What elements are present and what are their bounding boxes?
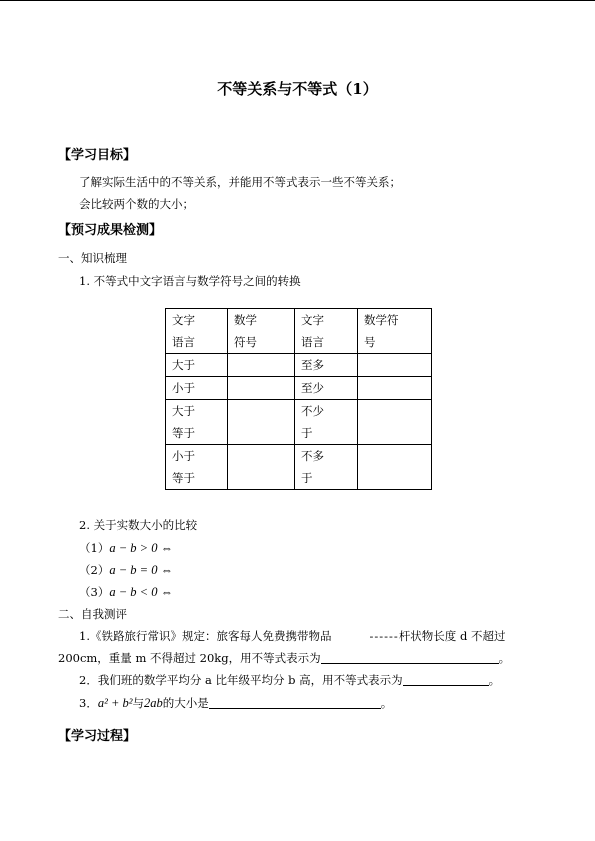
cell-text: 大于 等于 <box>172 404 195 440</box>
table-row <box>166 377 432 400</box>
table-cell-blank[interactable] <box>228 354 295 377</box>
q3-expression-1: a² + b² <box>97 696 133 710</box>
item1-text: 1. 不等式中文字语言与数学符号之间的转换 <box>79 274 301 288</box>
table-cell-blank[interactable] <box>358 400 432 445</box>
cell-text: 至多 <box>301 358 324 372</box>
table-cell <box>166 354 228 377</box>
table-cell-blank[interactable] <box>228 377 295 400</box>
compare-line-2 <box>79 562 173 578</box>
conversion-table <box>165 308 432 490</box>
preview-check-heading: 【预习成果检测】 <box>58 223 163 238</box>
compare-expression: a − b > 0 ⇔ <box>109 541 174 555</box>
question-1-line-1 <box>79 628 505 644</box>
q3-text: 的大小是 <box>162 696 209 710</box>
q3-conjunction: 与 <box>132 696 145 710</box>
learning-goals-heading: 【学习目标】 <box>58 148 137 163</box>
cell-text: 不少 于 <box>301 404 324 440</box>
compare-line-3 <box>79 584 173 600</box>
compare-expression: a − b = 0 ⇔ <box>109 563 174 577</box>
table-cell <box>166 309 228 354</box>
cell-text: 至少 <box>301 381 324 395</box>
learning-process-heading: 【学习过程】 <box>58 729 137 744</box>
cell-text: 数学符 号 <box>364 313 399 349</box>
q3-number: 3． <box>79 696 98 710</box>
cell-text: 文字 语言 <box>172 313 195 349</box>
knowledge-review-title: 一、知识梳理 <box>58 251 127 265</box>
q1-end: 。 <box>498 651 511 665</box>
table-row <box>166 445 432 490</box>
question-2-line <box>79 672 500 688</box>
table-row <box>166 400 432 445</box>
question-3-line <box>79 695 392 711</box>
q2-answer-blank[interactable] <box>403 673 489 686</box>
table-cell-blank[interactable] <box>228 400 295 445</box>
q1-answer-blank[interactable] <box>321 651 499 664</box>
cell-text: 小于 等于 <box>172 449 195 485</box>
table-cell <box>166 445 228 490</box>
self-assessment-title: 二、自我测评 <box>58 607 127 621</box>
item2-text: 2. 关于实数大小的比较 <box>79 518 198 532</box>
table-cell <box>295 309 358 354</box>
q1-text-a: 1.《铁路旅行常识》规定：旅客每人免费携带物品 <box>79 629 332 643</box>
q1-text-c: 200cm，重量 m 不得超过 20kg，用不等式表示为 <box>58 651 321 665</box>
goal-line-1: 了解实际生活中的不等关系，并能用不等式表示一些不等关系； <box>79 175 401 189</box>
table-cell <box>295 445 358 490</box>
table-cell-blank[interactable] <box>228 445 295 490</box>
compare-label: （3） <box>79 585 110 599</box>
table-cell <box>166 377 228 400</box>
q2-end: 。 <box>488 673 501 687</box>
cell-text: 不多 于 <box>301 449 324 485</box>
table-cell-blank[interactable] <box>358 377 432 400</box>
question-1-line-2 <box>58 650 510 666</box>
table-cell-blank[interactable] <box>358 445 432 490</box>
table-cell <box>358 309 432 354</box>
table-cell <box>295 354 358 377</box>
q3-end: 。 <box>380 696 393 710</box>
top-border-line <box>0 0 595 1</box>
table-row <box>166 354 432 377</box>
q3-expression-2: 2ab <box>144 696 163 710</box>
q2-text: 2．我们班的数学平均分 a 比年级平均分 b 高，用不等式表示为 <box>79 673 403 687</box>
q1-text-b: 杆状物长度 d 不超过 <box>398 629 506 643</box>
table-header-row <box>166 309 432 354</box>
goal-line-2: 会比较两个数的大小； <box>79 197 194 211</box>
table-cell <box>228 309 295 354</box>
cell-text: 小于 <box>172 381 195 395</box>
compare-expression: a − b < 0 ⇔ <box>109 585 174 599</box>
page-title: 不等关系与不等式（1） <box>217 80 378 98</box>
table-cell <box>295 377 358 400</box>
table-cell <box>166 400 228 445</box>
q1-dashes: ------ <box>369 629 399 643</box>
cell-text: 数学 符号 <box>234 313 257 349</box>
cell-text: 大于 <box>172 358 195 372</box>
compare-label: （2） <box>79 563 110 577</box>
compare-label: （1） <box>79 541 110 555</box>
cell-text: 文字 语言 <box>301 313 324 349</box>
table-cell-blank[interactable] <box>358 354 432 377</box>
compare-line-1 <box>79 540 173 556</box>
q3-answer-blank[interactable] <box>209 696 381 709</box>
table-cell <box>295 400 358 445</box>
